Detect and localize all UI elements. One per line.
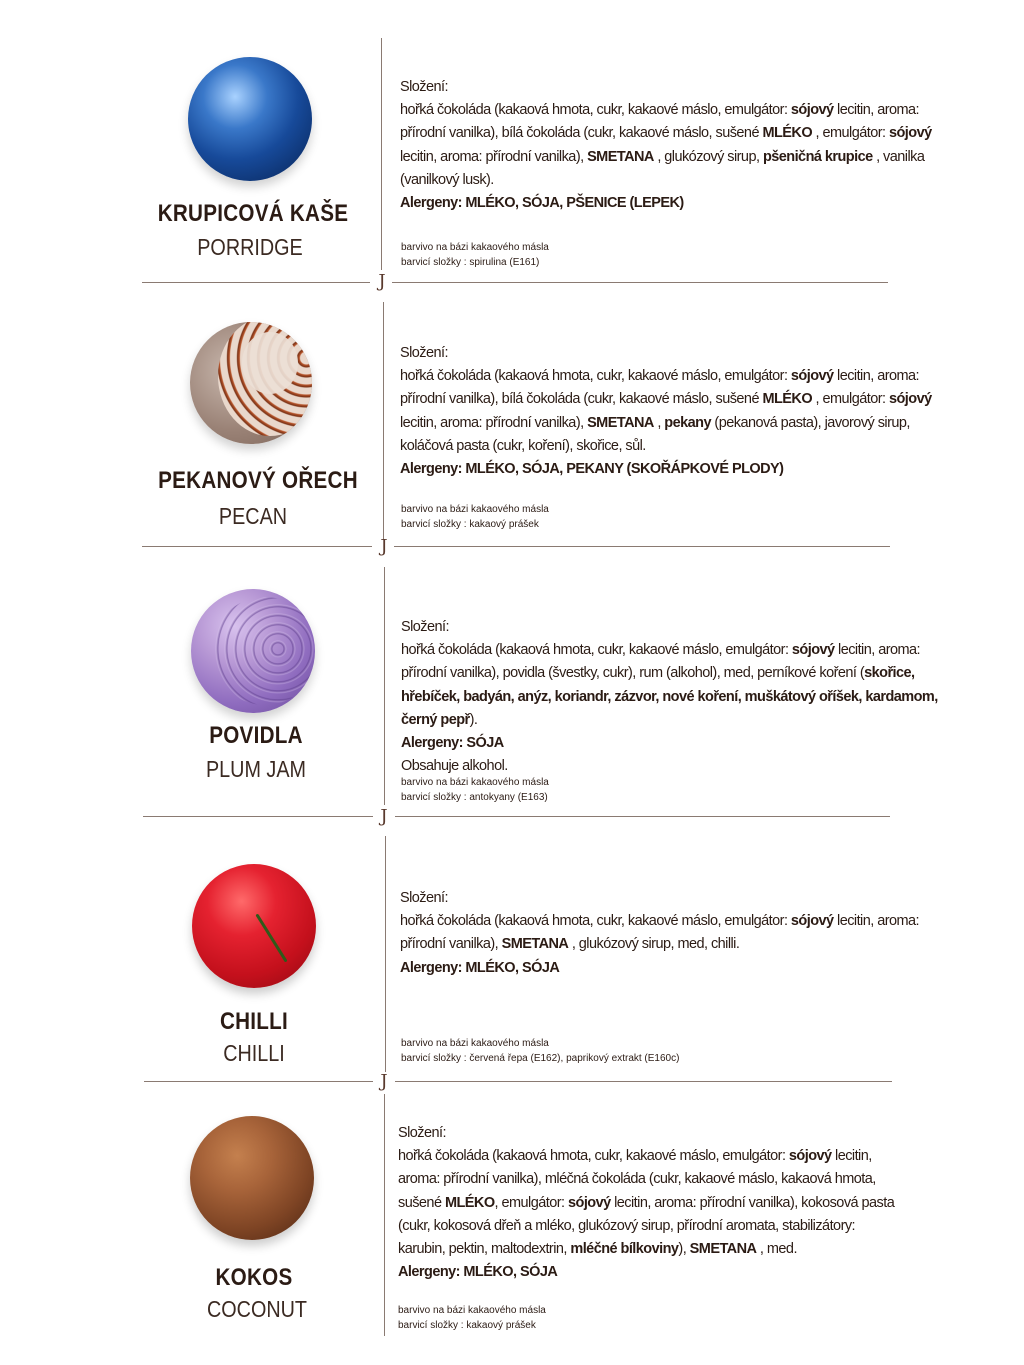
plum-swirl-icon	[211, 597, 315, 705]
bonbon-image-coconut	[190, 1116, 314, 1240]
colorant-info	[401, 1036, 679, 1066]
allergens-line: Alergeny: MLÉKO, SÓJA, PŠENICE (LEPEK)	[400, 195, 684, 212]
vertical-divider	[381, 38, 382, 270]
divider-mark: J	[380, 806, 388, 827]
bonbon-image-plum-jam	[191, 589, 315, 713]
allergens-line: Alergeny: MLÉKO, SÓJA, PEKANY (SKOŘÁPKOVÉ PLODY)	[400, 461, 784, 478]
product-name-cz: KOKOS	[215, 1264, 293, 1291]
divider-mark: J	[380, 536, 388, 557]
horizontal-divider-right	[392, 282, 888, 283]
colorant-agents: barvicí složky : kakaový prášek	[398, 1320, 536, 1331]
alcohol-note: Obsahuje alkohol.	[401, 758, 508, 775]
allergens-line: Alergeny: MLÉKO, SÓJA	[398, 1264, 558, 1281]
horizontal-divider-left	[142, 282, 370, 283]
colorant-info	[401, 240, 549, 270]
vertical-divider	[385, 836, 386, 1072]
ingredients-heading: Složení:	[400, 345, 448, 361]
product-name-cz: POVIDLA	[209, 722, 303, 749]
horizontal-divider-left	[142, 546, 372, 547]
colorant-info	[401, 775, 549, 805]
horizontal-divider-left	[143, 816, 373, 817]
divider-mark: J	[378, 271, 386, 292]
vertical-divider	[384, 567, 385, 805]
product-name-cz: PEKANOVÝ OŘECH	[158, 467, 358, 494]
colorant-agents: barvicí složky : kakaový prášek	[401, 519, 539, 530]
bonbon-image-chilli	[192, 864, 316, 988]
horizontal-divider-left	[144, 1081, 373, 1082]
horizontal-divider-right	[395, 1081, 892, 1082]
colorant-base: barvivo na bázi kakaového másla	[401, 1038, 549, 1049]
allergens-line: Alergeny: MLÉKO, SÓJA	[400, 959, 560, 976]
product-name-en: COCONUT	[206, 1296, 308, 1322]
ingredients-text: Složení: hořká čokoláda (kakaová hmota, cukr, kakaové máslo, emulgátor: sójový lecitin, aroma: přírodní vanilka), povidla (švestky, cukr), rum (alkohol), med, perníkové koření (skořice, hřebíček, badyán, anýz, koriandr, zázvor, nové koření, muškátový oříšek, kardamom, černý pepř). Alergeny: SÓJA Obsahuje alkohol.	[401, 616, 946, 778]
colorant-base: barvivo na bázi kakaového másla	[401, 777, 549, 788]
product-name-en: CHILLI	[223, 1040, 285, 1066]
ingredients-heading: Složení:	[398, 1125, 446, 1141]
colorant-base: barvivo na bázi kakaového másla	[398, 1305, 546, 1316]
product-name-en: PECAN	[218, 503, 288, 529]
divider-mark: J	[380, 1071, 388, 1092]
vertical-divider	[384, 1094, 385, 1336]
ingredients-heading: Složení:	[400, 890, 448, 906]
horizontal-divider-right	[394, 546, 890, 547]
ingredients-heading: Složení:	[400, 79, 448, 95]
product-name-cz: KRUPICOVÁ KAŠE	[157, 200, 349, 227]
ingredients-text: Složení: hořká čokoláda (kakaová hmota, cukr, kakaové máslo, emulgátor: sójový lecitin, aroma: přírodní vanilka), bílá čokoláda (cukr, kakaové máslo, sušené MLÉKO , emulgátor: sójový lecitin, aroma: přírodní vanilka), SMETANA , glukózový sirup, pšeničná krupice , vanilka (vanilkový lusk). Alergeny: MLÉKO, SÓJA, PŠENICE (LEPEK)	[400, 76, 960, 215]
ingredients-heading: Složení:	[401, 619, 449, 635]
allergens-line: Alergeny: SÓJA	[401, 735, 504, 752]
product-name-en: PLUM JAM	[205, 756, 307, 782]
ingredients-text: Složení: hořká čokoláda (kakaová hmota, cukr, kakaové máslo, emulgátor: sójový lecitin, aroma: přírodní vanilka), SMETANA , glukózový sirup, med, chilli. Alergeny: MLÉKO, SÓJA	[400, 887, 960, 980]
colorant-base: barvivo na bázi kakaového másla	[401, 504, 549, 515]
ingredients-text: Složení: hořká čokoláda (kakaová hmota, cukr, kakaové máslo, emulgátor: sójový lecitin, aroma: přírodní vanilka), bílá čokoláda (cukr, kakaové máslo, sušené MLÉKO , emulgátor: sójový lecitin, aroma: přírodní vanilka), SMETANA , pekany (pekanová pasta), javorový sirup, koláčová pasta (cukr, koření), skořice, sůl. Alergeny: MLÉKO, SÓJA, PEKANY (SKOŘÁPKOVÉ PLODY)	[400, 342, 960, 481]
chilli-stem-icon	[255, 913, 287, 962]
colorant-info	[398, 1303, 546, 1333]
vertical-divider	[383, 302, 384, 540]
bonbon-image-pecan	[190, 322, 312, 444]
colorant-agents: barvicí složky : antokyany (E163)	[401, 792, 548, 803]
pecan-highlight-icon	[242, 332, 298, 394]
bonbon-image-porridge	[188, 57, 312, 181]
product-name-cz: CHILLI	[219, 1008, 289, 1035]
colorant-agents: barvicí složky : červená řepa (E162), paprikový extrakt (E160c)	[401, 1053, 680, 1064]
colorant-info	[401, 502, 549, 532]
product-name-en: PORRIDGE	[197, 234, 303, 260]
colorant-base: barvivo na bázi kakaového másla	[401, 242, 549, 253]
colorant-agents: barvicí složky : spirulina (E161)	[401, 257, 540, 268]
horizontal-divider-right	[395, 816, 890, 817]
ingredients-text: Složení: hořká čokoláda (kakaová hmota, cukr, kakaové máslo, emulgátor: sójový lecitin, aroma: přírodní vanilka), mléčná čokoláda (cukr, kakaové máslo, kakaová hmota, sušené MLÉKO, emulgátor: sójový lecitin, aroma: přírodní vanilka), kokosová pasta (cukr, kokosová dřeň a mléko, glukózový sirup, přírodní aromata, stabilizátory: karubin, pektin, maltodextrin, mléčné bílkoviny), SMETANA , med. Alergeny: MLÉKO, SÓJA	[398, 1122, 898, 1284]
